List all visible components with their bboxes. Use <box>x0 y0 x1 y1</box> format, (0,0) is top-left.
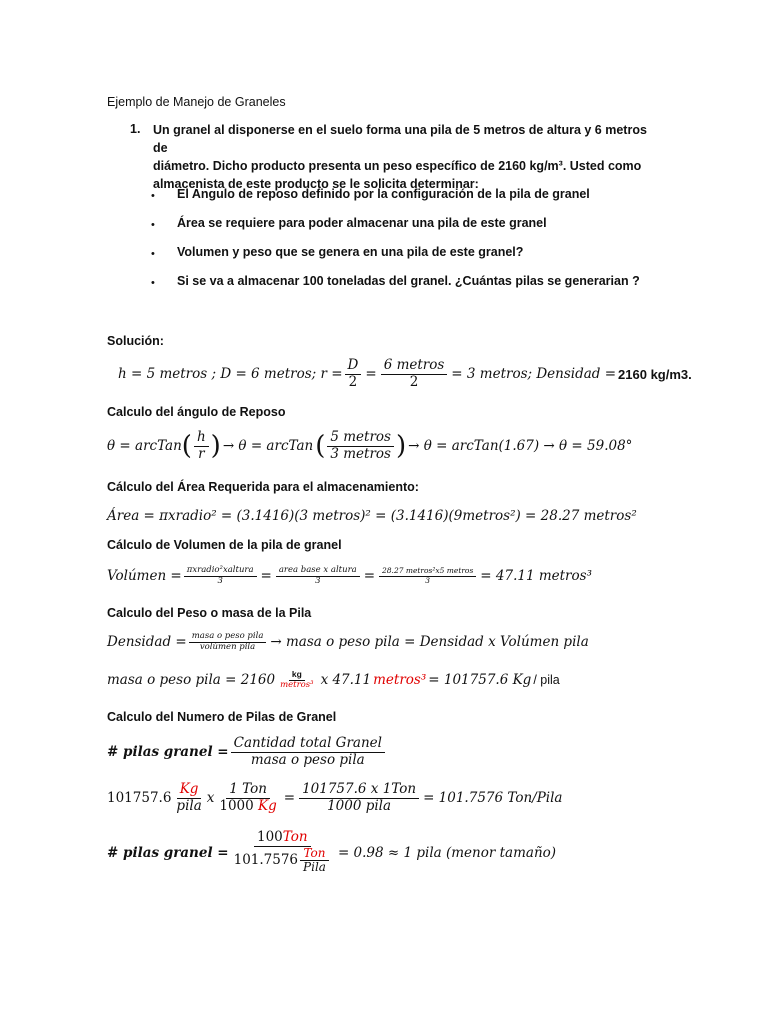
fraction: $\frac{\text{area base x altura}}{3}$ <box>276 566 360 587</box>
fraction: $\frac{\text{5 metros}}{\text{3 metros}}$ <box>327 430 394 462</box>
eq-text: / pila <box>533 673 560 688</box>
eq-text-highlight: metros³ <box>373 672 427 689</box>
eq-text: 101757.6 <box>107 790 172 807</box>
document-title: Ejemplo de Manejo de Graneles <box>107 95 286 109</box>
eq-text: → masa o peso pila = Densidad x Volúmen pila <box>270 634 589 651</box>
equation-mass <box>107 670 560 691</box>
fraction: $\frac{D}{2}$ <box>345 358 362 390</box>
bullet-item: Volumen y peso que se genera en una pila de este granel? <box>177 245 524 259</box>
fraction: $\frac{\text{101757.6 x 1Ton}}{\text{1000 pila}}$ <box>299 782 419 814</box>
fraction: $\frac{\text{28.27 metros²x5 metros}}{3}$ <box>379 567 476 585</box>
eq-text: → θ = arcTan(1.67) → θ = 59.08° <box>408 438 633 455</box>
eq-text: Densidad = <box>107 634 187 651</box>
equation-given-values: h = 5 metros ; D = 6 metros; r = $\frac{D}{2}$ = $\frac{\text{6 metros}}{2}$ = 3 metros; Densidad = 2160 kg/m3. <box>118 357 692 390</box>
problem-number: 1. <box>130 122 141 136</box>
eq-text: 2160 kg/m3. <box>618 366 692 382</box>
eq-text: # pilas granel = <box>107 744 229 761</box>
problem-text <box>153 121 653 193</box>
equation-conversion <box>107 782 564 814</box>
fraction: $\frac{\text{Cantidad total Granel}}{\text{masa o peso pila}}$ <box>231 736 385 768</box>
heading-area: Cálculo del Área Requerida para el almacenamiento: <box>107 480 419 494</box>
bullet-item: El Angulo de reposo definido por la configuración de la pila de granel <box>177 187 590 201</box>
bullet-marker: • <box>151 277 155 289</box>
heading-angle: Calculo del ángulo de Reposo <box>107 405 286 419</box>
fraction: $\frac{Kg}{\text{pila}}$ <box>176 781 202 814</box>
eq-text: θ = arcTan <box>107 438 182 455</box>
equation-density <box>107 632 591 653</box>
eq-text: Volúmen = <box>107 568 182 585</box>
solution-label: Solución: <box>107 334 164 348</box>
bullet-item: Área se requiere para poder almacenar una pila de este granel <box>177 216 547 230</box>
equation-volume: Volúmen = $\frac{\text{πxradio²xaltura}}{3}$ = $\frac{\text{area base x altura}}{3}$ = $\frac{\text{28.27 metros²x5 metros}}{3}$ = 47.11 metros³ <box>107 565 592 586</box>
bullet-item: Si se va a almacenar 100 toneladas del granel. ¿Cuántas pilas se generarian ? <box>177 274 640 288</box>
eq-text: x 47.11 <box>320 672 372 689</box>
heading-volume: Cálculo de Volumen de la pila de granel <box>107 538 342 552</box>
eq-text: = 3 metros; Densidad = <box>451 366 617 383</box>
equation-angle: θ = arcTan ( $\frac{h}{r}$ ) → θ = arcTan ( $\frac{\text{5 metros}}{\text{3 metros}}$ ) → θ = arcTan(1.67) → θ = 59.08° <box>107 429 633 462</box>
eq-text: = 0.98 ≈ 1 pila (menor tamaño) <box>337 844 557 861</box>
problem-line: Un granel al disponerse en el suelo forma una pila de 5 metros de altura y 6 metros de <box>153 123 647 155</box>
fraction: $\frac{\text{masa o peso pila}}{\text{volúmen pila}}$ <box>189 632 267 653</box>
fraction: $\frac{\text{1 Ton}}{1000 Kg}$ <box>219 781 277 814</box>
eq-text: Área = πxradio² = (3.1416)(3 metros)² = (3.1416)(9metros²) = 28.27 metros² <box>107 508 637 524</box>
fraction: $\frac{h}{r}$ <box>194 430 209 462</box>
eq-text: masa o peso pila = 2160 <box>107 672 276 689</box>
equation-piles-result <box>107 830 558 875</box>
eq-text: = <box>283 790 296 807</box>
bullet-marker: • <box>151 248 155 260</box>
heading-weight: Calculo del Peso o masa de la Pila <box>107 606 312 620</box>
equation-piles-definition <box>107 736 387 768</box>
fraction: $\frac{kg}{\text{metros³}}$ <box>280 669 314 690</box>
eq-text: = 101.7576 Ton/Pila <box>423 790 563 807</box>
bullet-marker: • <box>151 190 155 202</box>
eq-text: x <box>206 790 215 807</box>
fraction: $\frac{\text{πxradio²xaltura}}{3}$ <box>184 566 257 587</box>
heading-piles: Calculo del Numero de Pilas de Granel <box>107 710 337 724</box>
eq-text: = 47.11 metros³ <box>480 568 592 585</box>
bullet-marker: • <box>151 219 155 231</box>
problem-line: almacenista de este producto se le solicita determinar: <box>153 177 479 191</box>
problem-line: diámetro. Dicho producto presenta un peso específico de 2160 kg/m³. Usted como <box>153 159 642 173</box>
eq-text: = 101757.6 Kg <box>428 672 532 689</box>
eq-text: # pilas granel = <box>107 844 229 861</box>
fraction: 100Ton 101.7576 $\frac{\text{Ton}}{\text{Pila}}$ <box>231 830 334 875</box>
eq-text: → θ = arcTan <box>222 438 314 455</box>
fraction: $\frac{\text{6 metros}}{2}$ <box>381 358 448 390</box>
equation-area <box>107 508 637 524</box>
eq-text: h = 5 metros ; D = 6 metros; r = <box>118 366 343 383</box>
